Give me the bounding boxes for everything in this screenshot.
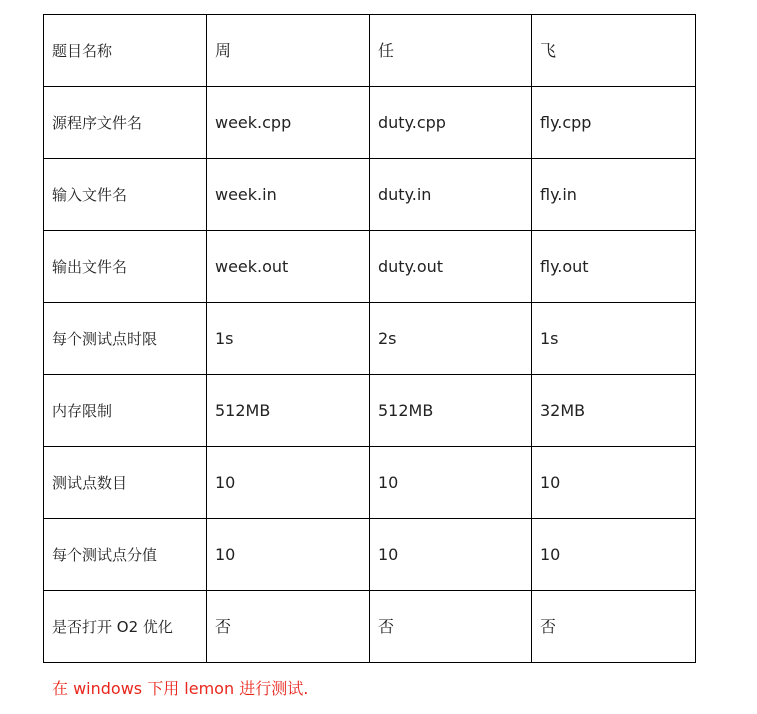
table-row — [44, 87, 696, 159]
table-cell: 1s — [207, 303, 370, 375]
table-cell: 32MB — [532, 375, 696, 447]
table-row — [44, 159, 696, 231]
header-cell-problem-fly: 飞 — [532, 15, 696, 87]
table-row — [44, 519, 696, 591]
table-cell: 512MB — [207, 375, 370, 447]
table-cell: 10 — [207, 447, 370, 519]
row-label: 输出文件名 — [44, 231, 207, 303]
header-cell-problem-duty: 任 — [370, 15, 532, 87]
header-cell-problem-week: 周 — [207, 15, 370, 87]
table-cell: 512MB — [370, 375, 532, 447]
row-label: 每个测试点分值 — [44, 519, 207, 591]
table-cell: 2s — [370, 303, 532, 375]
table-row — [44, 447, 696, 519]
table-cell: 否 — [532, 591, 696, 663]
table-cell: fly.cpp — [532, 87, 696, 159]
table-row — [44, 231, 696, 303]
table-cell: 否 — [207, 591, 370, 663]
table-cell: 10 — [532, 447, 696, 519]
table-cell: 10 — [532, 519, 696, 591]
table-cell: 10 — [370, 519, 532, 591]
table-cell: fly.in — [532, 159, 696, 231]
header-cell-label: 题目名称 — [44, 15, 207, 87]
table-cell: fly.out — [532, 231, 696, 303]
table-row — [44, 375, 696, 447]
row-label: 输入文件名 — [44, 159, 207, 231]
row-label: 源程序文件名 — [44, 87, 207, 159]
table-cell: week.in — [207, 159, 370, 231]
table-cell: 10 — [370, 447, 532, 519]
table-cell: week.out — [207, 231, 370, 303]
table-cell: duty.in — [370, 159, 532, 231]
table-row — [44, 303, 696, 375]
row-label: 内存限制 — [44, 375, 207, 447]
table-header-row — [44, 15, 696, 87]
row-label: 每个测试点时限 — [44, 303, 207, 375]
row-label: 是否打开 O2 优化 — [44, 591, 207, 663]
problem-info-table-container — [43, 14, 696, 663]
table-cell: duty.cpp — [370, 87, 532, 159]
testing-note: 在 windows 下用 lemon 进行测试. — [52, 679, 309, 698]
table-cell: duty.out — [370, 231, 532, 303]
table-cell: 10 — [207, 519, 370, 591]
table-row — [44, 591, 696, 663]
table-cell: week.cpp — [207, 87, 370, 159]
table-cell: 否 — [370, 591, 532, 663]
table-cell: 1s — [532, 303, 696, 375]
problem-info-table — [43, 14, 696, 663]
row-label: 测试点数目 — [44, 447, 207, 519]
